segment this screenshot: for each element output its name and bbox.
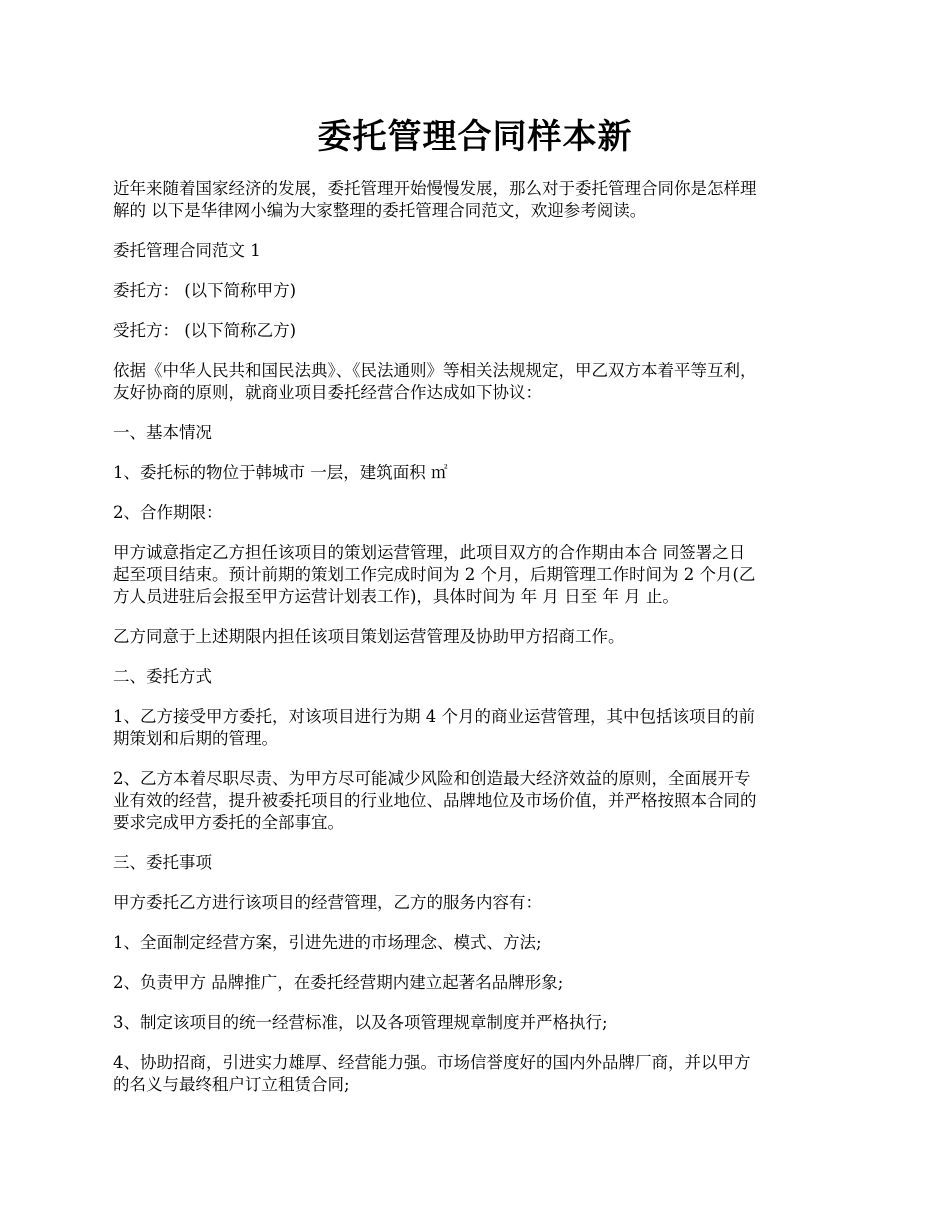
paragraph-line: 期策划和后期的管理。 — [113, 729, 278, 748]
paragraph — [113, 972, 843, 994]
paragraph — [113, 320, 843, 342]
paragraph-line: 受托方： (以下简称乙方) — [113, 321, 297, 340]
paragraph — [113, 932, 843, 954]
paragraph-line: 依据《中华人民共和国民法典》、《民法通则》等相关法规规定，甲乙双方本着平等互利， — [113, 361, 757, 380]
paragraph-line: 2、合作期限： — [113, 503, 223, 522]
paragraph-line: 3、制定该项目的统一经营标准，以及各项管理规章制度并严格执行; — [113, 1013, 608, 1032]
paragraph — [113, 666, 843, 688]
paragraph-line: 1、委托标的物位于韩城市 一层，建筑面积 ㎡ — [113, 463, 448, 482]
paragraph-line: 1、乙方接受甲方委托，对该项目进行为期 4 个月的商业运营管理，其中包括该项目的前 — [113, 707, 755, 726]
paragraph-line: 方人员进驻后会报至甲方运营计划表工作)，具体时间为 年 月 日至 年 月 止。 — [113, 587, 679, 606]
paragraph — [113, 360, 843, 404]
paragraph — [113, 768, 843, 834]
paragraph-line: 的名义与最终租户订立租赁合同; — [113, 1075, 350, 1094]
paragraph-line: 乙方同意于上述期限内担任该项目策划运营管理及协助甲方招商工作。 — [113, 627, 625, 646]
paragraph-line: 友好协商的原则，就商业项目委托经营合作达成如下协议： — [113, 383, 542, 402]
paragraph-line: 2、负责甲方 品牌推广，在委托经营期内建立起著名品牌形象; — [113, 973, 564, 992]
paragraph — [113, 852, 843, 874]
document-title: 委托管理合同样本新 — [317, 117, 633, 157]
paragraph — [113, 240, 843, 262]
paragraph-line: 2、乙方本着尽职尽责、为甲方尽可能减少风险和创造最大经济效益的原则，全面展开专 — [113, 769, 751, 788]
paragraph-line: 委托管理合同范文 1 — [113, 241, 261, 260]
paragraph-line: 近年来随着国家经济的发展，委托管理开始慢慢发展，那么对于委托管理合同你是怎样理 — [113, 179, 757, 198]
document-body — [113, 178, 843, 1114]
paragraph — [113, 462, 843, 484]
paragraph — [113, 626, 843, 648]
paragraph — [113, 892, 843, 914]
paragraph — [113, 542, 843, 608]
paragraph — [113, 178, 843, 222]
paragraph-line: 甲方委托乙方进行该项目的经营管理，乙方的服务内容有： — [113, 893, 542, 912]
paragraph — [113, 706, 843, 750]
paragraph-line: 要求完成甲方委托的全部事宜。 — [113, 813, 344, 832]
paragraph-line: 业有效的经营，提升被委托项目的行业地位、品牌地位及市场价值，并严格按照本合同的 — [113, 791, 757, 810]
paragraph-line: 甲方诚意指定乙方担任该项目的策划运营管理，此项目双方的合作期由本合 同签署之日 — [113, 543, 746, 562]
paragraph — [113, 1012, 843, 1034]
paragraph-line: 二、委托方式 — [113, 667, 212, 686]
paragraph-line: 4、协助招商，引进实力雄厚、经营能力强。市场信誉度好的国内外品牌厂商，并以甲方 — [113, 1053, 751, 1072]
paragraph-line: 1、全面制定经营方案，引进先进的市场理念、模式、方法; — [113, 933, 542, 952]
paragraph — [113, 422, 843, 444]
paragraph-line: 解的 以下是华律网小编为大家整理的委托管理合同范文，欢迎参考阅读。 — [113, 201, 647, 220]
paragraph — [113, 1052, 843, 1096]
paragraph-line: 起至项目结束。预计前期的策划工作完成时间为 2 个月，后期管理工作时间为 2 个月(乙 — [113, 565, 756, 584]
paragraph-line: 委托方： (以下简称甲方) — [113, 281, 297, 300]
paragraph — [113, 280, 843, 302]
paragraph-line: 三、委托事项 — [113, 853, 212, 872]
paragraph — [113, 502, 843, 524]
paragraph-line: 一、基本情况 — [113, 423, 212, 442]
